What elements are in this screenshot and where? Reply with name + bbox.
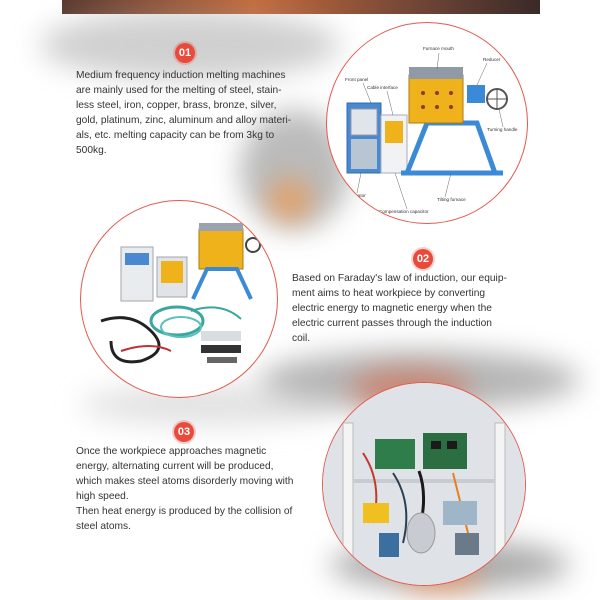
label-furnace-mouth: Furnace mouth	[423, 46, 454, 51]
text-line: which makes steel atoms disorderly moving with	[76, 476, 294, 487]
text-line: coil.	[292, 333, 311, 344]
label-compensation-capacitor: Compensation capacitor	[379, 209, 429, 214]
machine-set-photo-circle	[80, 200, 278, 398]
label-generator: Generator	[345, 193, 366, 198]
text-line: 500kg.	[76, 145, 107, 156]
furnace-diagram-circle	[326, 22, 528, 224]
text-line: steel atoms.	[76, 521, 131, 532]
machine-set-image	[81, 201, 277, 397]
label-reducer: Reducer	[483, 57, 501, 62]
section-02-text	[292, 271, 507, 346]
label-front-panel: Front panel	[345, 77, 369, 82]
section-03-text	[76, 444, 293, 534]
internal-circuit-photo-circle	[322, 382, 526, 586]
text-line: Medium frequency induction melting machines	[76, 70, 286, 81]
text-line: less steel, iron, copper, brass, bronze, silver,	[76, 100, 277, 111]
text-line: Based on Faraday's law of induction, our equip-	[292, 273, 507, 284]
text-line: electric energy to magnetic energy when the	[292, 303, 492, 314]
text-line: high speed.	[76, 491, 129, 502]
text-line: gold, platinum, zinc, aluminum and alloy materi-	[76, 115, 292, 126]
section-number-01: 01	[175, 43, 195, 63]
section-01-text	[76, 68, 291, 158]
text-line: electric current passes through the induction	[292, 318, 492, 329]
label-cable-interface: Cable interface	[367, 85, 398, 90]
internal-circuit-image	[323, 383, 525, 585]
text-line: als, etc. melting capacity can be from 3kg to	[76, 130, 275, 141]
text-line: ment aims to heat workpiece by converting	[292, 288, 486, 299]
text-line: Once the workpiece approaches magnetic	[76, 446, 267, 457]
section-number-02: 02	[413, 249, 433, 269]
section-number-03: 03	[174, 422, 194, 442]
text-line: Then heat energy is produced by the collision of	[76, 506, 293, 517]
text-line: energy, alternating current will be produced,	[76, 461, 274, 472]
text-line: are mainly used for the melting of steel, stain-	[76, 85, 282, 96]
label-tilting-furnace: Tilting furnace	[437, 197, 466, 202]
label-turning-handle: Turning handle	[487, 127, 518, 132]
